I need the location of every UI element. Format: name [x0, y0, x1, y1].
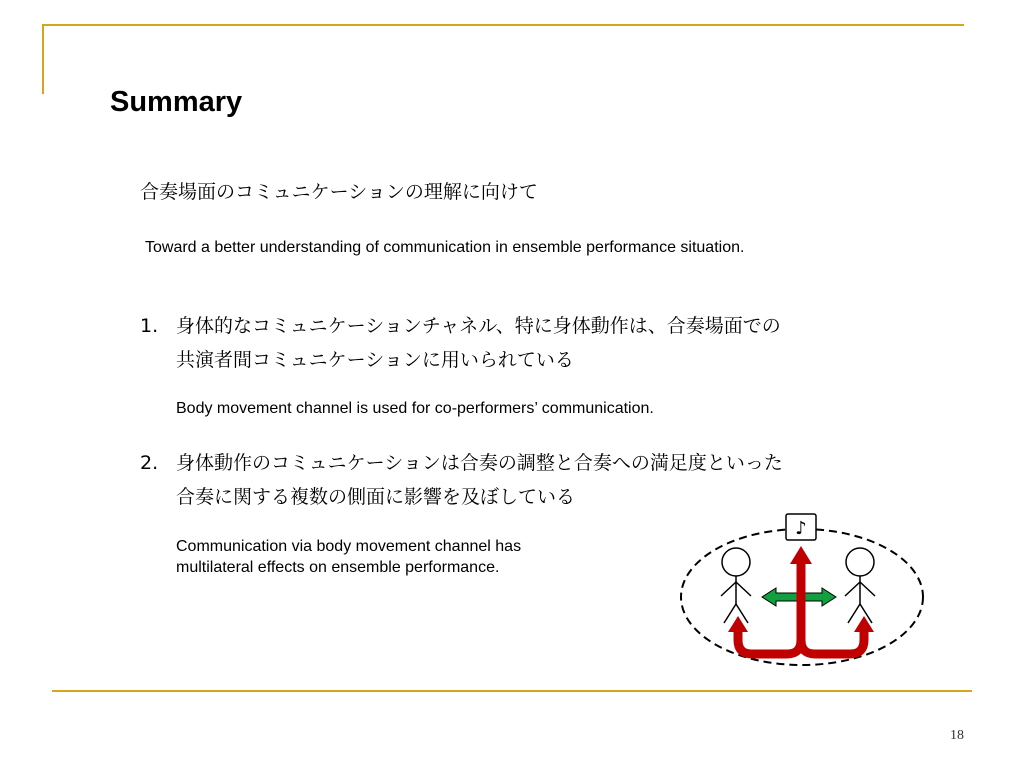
music-symbol: ♪ — [795, 518, 807, 539]
slide-title: Summary — [110, 86, 243, 118]
red-arrows — [738, 560, 864, 654]
page-number: 18 — [950, 728, 964, 743]
music-note-icon — [786, 514, 816, 540]
bottom-frame-line — [52, 690, 972, 692]
left-frame-line — [42, 24, 44, 94]
english-line: multilateral effects on ensemble performance. — [176, 559, 500, 576]
item-1-english — [176, 398, 654, 419]
performer-right-icon — [845, 548, 875, 623]
english-line: Communication via body movement channel has — [176, 538, 522, 555]
item-number: 1. — [140, 315, 159, 337]
communication-diagram — [672, 508, 932, 668]
english-line: Body movement channel is used for co-performers’ communication. — [176, 400, 654, 417]
item-number: 2. — [140, 452, 159, 474]
item-text-line: 共演者間コミュニケーションに用いられている — [176, 349, 574, 371]
item-text-line: 身体的なコミュニケーションチャネル、特に身体動作は、合奏場面での — [176, 315, 781, 337]
heading-english: Toward a better understanding of communication in ensemble performance situation. — [145, 239, 745, 256]
item-text-line: 身体動作のコミュニケーションは合奏の調整と合奏への満足度といった — [176, 452, 783, 474]
item-2-english — [176, 536, 521, 578]
performer-left-icon — [721, 548, 751, 623]
top-frame-line — [42, 24, 964, 26]
heading-japanese: 合奏場面のコミュニケーションの理解に向けて — [140, 181, 538, 203]
item-text-line: 合奏に関する複数の側面に影響を及ぼしている — [176, 486, 576, 508]
